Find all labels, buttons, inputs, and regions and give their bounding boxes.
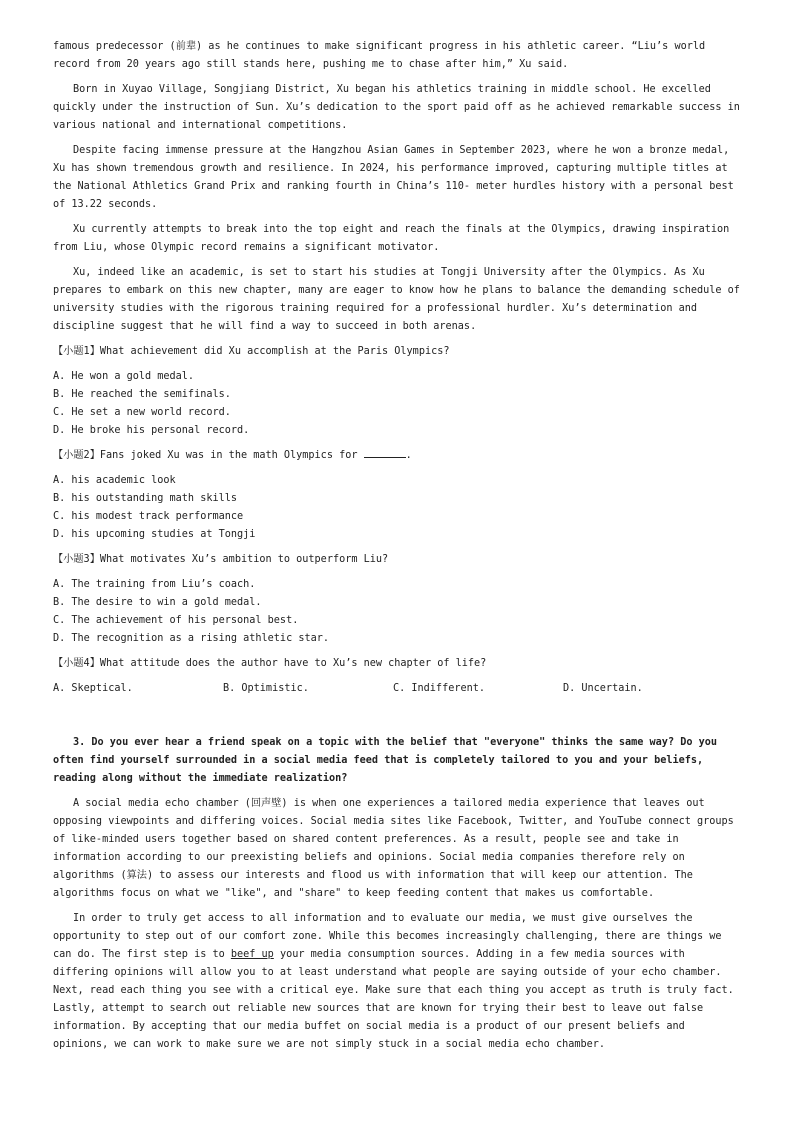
option-c: C. He set a new world record. xyxy=(53,407,231,418)
question-4-options xyxy=(53,680,743,698)
question-2-end: . xyxy=(405,450,412,461)
passage-paragraph xyxy=(53,910,743,1054)
passage-paragraph: Despite facing immense pressure at the Hangzhou Asian Games in September 2023, where he won a bronze medal, Xu has shown tremendous growth and resilience. In 2024, his performance improved, capturing multiple titles at the National Athletics Grand Prix and ranking fourth in China’s 110- meter hurdles history with a personal best of 13.22 seconds. xyxy=(53,145,734,210)
question-3-options xyxy=(53,576,743,648)
option-b: B. his outstanding math skills xyxy=(53,493,238,504)
question-3-prompt: 【小题3】What motivates Xu’s ambition to outperform Liu? xyxy=(53,554,389,565)
option-a: A. The training from Liu’s coach. xyxy=(53,579,256,590)
option-a: A. his academic look xyxy=(53,475,176,486)
option-d: D. He broke his personal record. xyxy=(53,425,250,436)
question-1-options xyxy=(53,368,743,440)
option-b: B. The desire to win a gold medal. xyxy=(53,597,262,608)
passage-3-heading: 3. Do you ever hear a friend speak on a topic with the belief that "everyone" thinks the same way? Do you often find yourself surrounded in a social media feed that is completely tailored to you and your beliefs, reading along without the immediate realization? xyxy=(53,737,718,784)
option-a: A. He won a gold medal. xyxy=(53,371,195,382)
option-c: C. The achievement of his personal best. xyxy=(53,615,299,626)
option-d: D. his upcoming studies at Tongji xyxy=(53,529,256,540)
paragraph-text: your media consumption sources. Adding in a few media sources with differing opinions will allow you to at least understand what people are saying outside of your echo chamber. Next, read each thing you see with a critical eye. Make sure that each thing you accept as truth is truly fact. Lastly, attempt to search out reliable new sources that are known for trying their best to leave out false information. By accepting that our media buffet on social media is a product of our present beliefs and opinions, we can work to make sure we are not simply stuck in a social media echo chamber. xyxy=(53,949,734,1050)
document-page xyxy=(53,38,743,1054)
option-b: B. He reached the semifinals. xyxy=(53,389,231,400)
option-d: D. The recognition as a rising athletic star. xyxy=(53,633,330,644)
option-b: B. Optimistic. xyxy=(223,683,309,694)
question-4-prompt: 【小题4】What attitude does the author have to Xu’s new chapter of life? xyxy=(53,658,487,669)
answer-blank xyxy=(364,447,406,458)
underlined-phrase: beef up xyxy=(230,949,274,960)
passage-paragraph: Xu, indeed like an academic, is set to start his studies at Tongji University after the Olympics. As Xu prepares to embark on this new chapter, many are eager to know how he plans to balance the demanding schedule of university studies with the rigorous training required for a professional hurdler. Xu’s determination and discipline suggest that he will find a way to succeed in both arenas. xyxy=(53,267,740,332)
option-c: C. his modest track performance xyxy=(53,511,244,522)
paragraph-text: In order to truly get access to all information and to evaluate our media, we must give ourselves the opportunity to step out of our comfort zone. While this becomes increasingly challenging, there are things we can do. The first step is to xyxy=(53,913,722,960)
question-2-text: 【小题2】Fans joked Xu was in the math Olympics for xyxy=(53,450,364,461)
passage-paragraph: A social media echo chamber (回声壁) is when one experiences a tailored media experience that leaves out opposing viewpoints and differing voices. Social media sites like Facebook, Twitter, and YouTube connect groups of like-minded users together based on shared content preferences. As a result, people see and take in information according to our preexisting beliefs and opinions. Social media companies therefore rely on algorithms (算法) to assess our interests and flood us with information that will keep our attention. The algorithms focus on what we "like", and "share" to keep feeding content that makes us comfortable. xyxy=(53,798,734,899)
passage-paragraph: Born in Xuyao Village, Songjiang District, Xu began his athletics training in middle school. He excelled quickly under the instruction of Sun. Xu’s dedication to the sport paid off as he achieved remarkable success in various national and international competitions. xyxy=(53,84,740,131)
passage-paragraph: Xu currently attempts to break into the top eight and reach the finals at the Olympics, drawing inspiration from Liu, whose Olympic record remains a significant motivator. xyxy=(53,224,730,253)
option-c: C. Indifferent. xyxy=(393,683,486,694)
passage-paragraph: famous predecessor (前辈) as he continues to make significant progress in his athletic career. “Liu’s world record from 20 years ago still stands here, pushing me to chase after him,” Xu said. xyxy=(53,41,706,70)
question-2-prompt xyxy=(53,447,743,465)
option-a: A. Skeptical. xyxy=(53,683,133,694)
question-2-options xyxy=(53,472,743,544)
question-1-prompt: 【小题1】What achievement did Xu accomplish at the Paris Olympics? xyxy=(53,346,450,357)
option-d: D. Uncertain. xyxy=(563,683,643,694)
